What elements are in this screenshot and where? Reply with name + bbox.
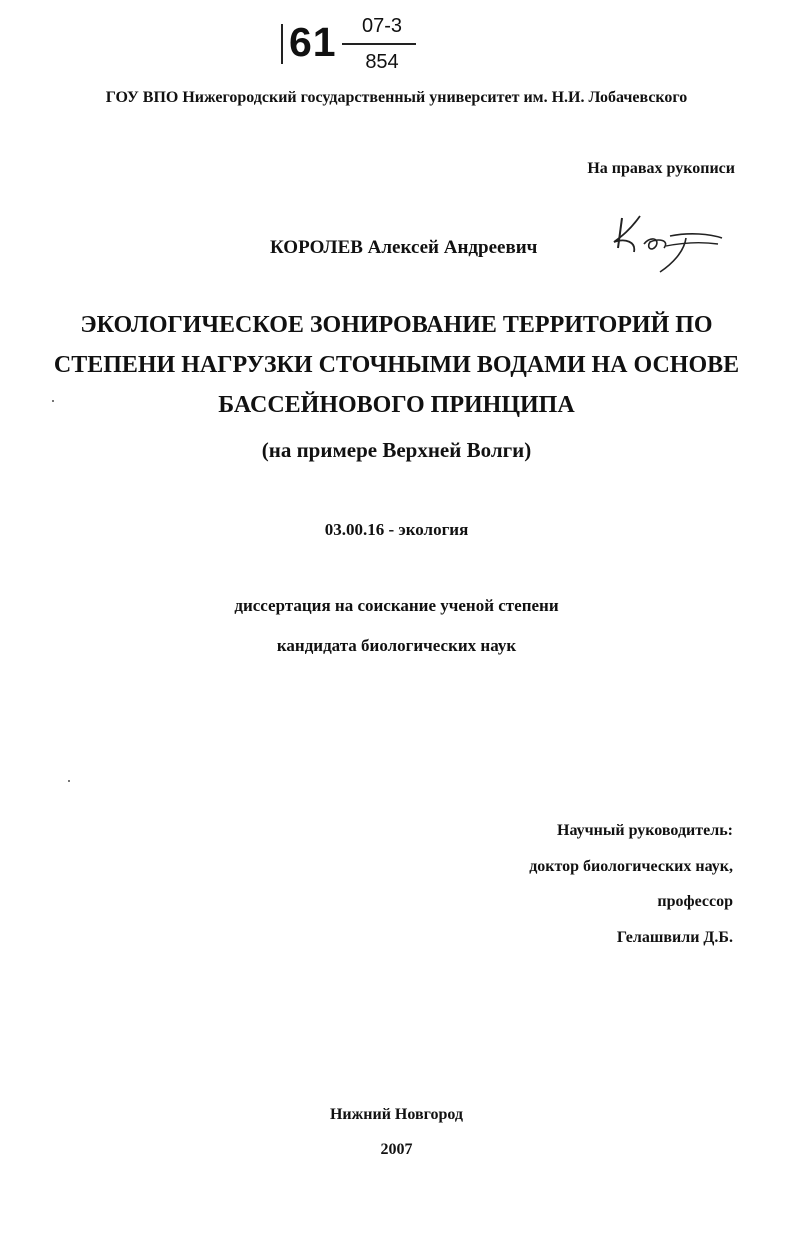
stamp-main-number: 61 [289, 19, 337, 65]
supervisor-name: Гелашвили Д.Б. [616, 929, 733, 946]
supervisor-label: Научный руководитель: [557, 822, 733, 839]
scan-speck [68, 780, 70, 782]
institution-name: ГОУ ВПО Нижегородский государственный университет им. Н.И. Лобачевского [105, 89, 688, 106]
specialty-code: 03.00.16 - экология [324, 520, 469, 539]
footer-city: Нижний Новгород [329, 1106, 463, 1123]
thesis-title-line-1: ЭКОЛОГИЧЕСКОЕ ЗОНИРОВАНИЕ ТЕРРИТОРИЙ ПО [80, 312, 713, 338]
stamp-denominator: 854 [365, 51, 399, 73]
manuscript-rights-note: На правах рукописи [587, 160, 735, 177]
scan-speck [52, 400, 54, 402]
thesis-title-line-2: СТЕПЕНИ НАГРУЗКИ СТОЧНЫМИ ВОДАМИ НА ОСНОВЕ [53, 352, 740, 378]
footer-year: 2007 [380, 1141, 413, 1158]
stamp-numerator: 07-3 [361, 15, 403, 37]
thesis-title-line-3: БАССЕЙНОВОГО ПРИНЦИПА [218, 392, 575, 418]
handwritten-signature [600, 208, 730, 278]
supervisor-degree: доктор биологических наук, [529, 858, 733, 875]
supervisor-rank: профессор [657, 893, 733, 910]
degree-line-2: кандидата биологических наук [276, 636, 517, 655]
author-name: КОРОЛЕВ Алексей Андреевич [270, 237, 538, 258]
thesis-subtitle: (на примере Верхней Волги) [261, 438, 532, 462]
stamp-bar [281, 24, 283, 64]
degree-line-1: диссертация на соискание ученой степени [234, 596, 559, 615]
stamp-fraction-rule [342, 43, 416, 45]
